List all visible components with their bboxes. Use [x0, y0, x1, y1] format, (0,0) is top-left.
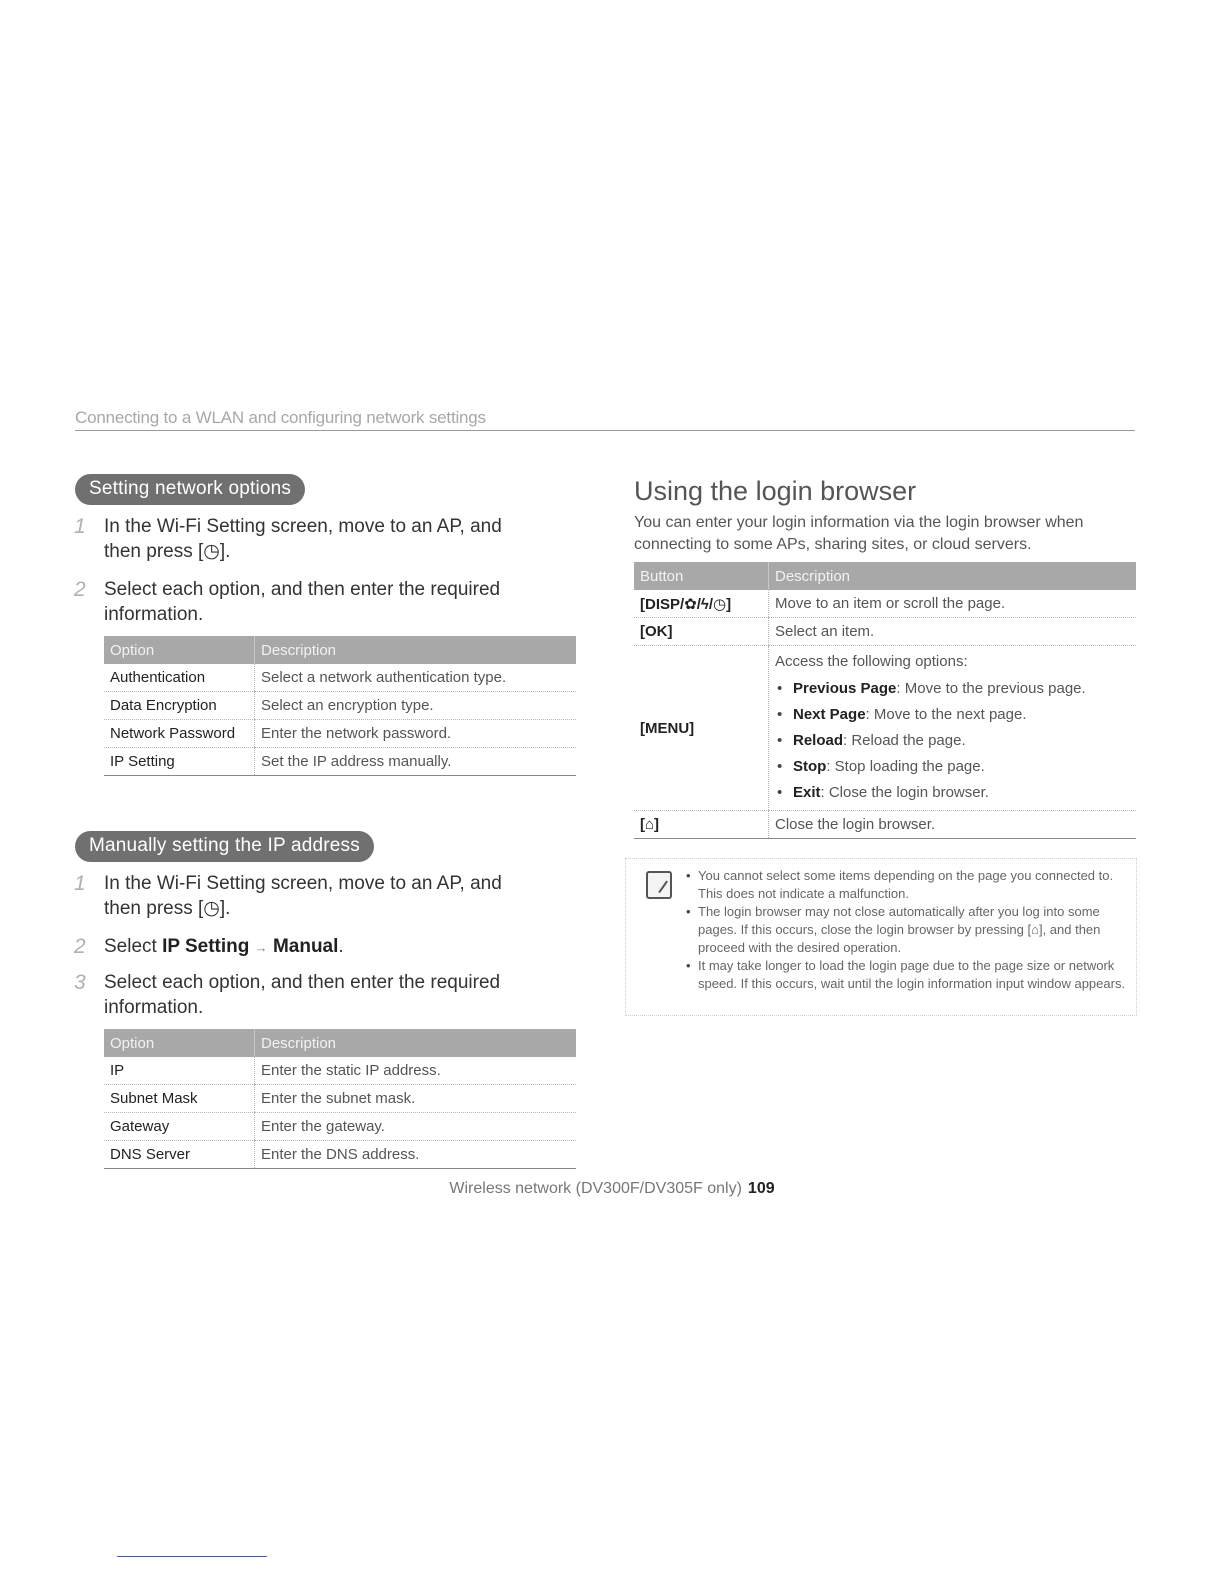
- table-row: [104, 692, 576, 720]
- footer-text: Wireless network (DV300F/DV305F only): [449, 1180, 742, 1197]
- table-row: [104, 664, 576, 692]
- note-item: • It may take longer to load the login page due to the page size or network speed. If this occurs, wait until the login information input window appears.: [686, 957, 1126, 993]
- note-item: • The login browser may not close automatically after you log into some pages. If this occurs, close the login browser by pressing [⌂], and then proceed with the desired operation.: [686, 903, 1126, 957]
- arrow-icon: →: [254, 940, 268, 955]
- option-cell: Gateway: [104, 1113, 255, 1141]
- note-box: [625, 858, 1137, 1016]
- description-cell: Close the login browser.: [769, 811, 1137, 839]
- ip-setting-label: IP Setting: [162, 936, 250, 957]
- note-pencil-icon: [646, 871, 672, 899]
- option-cell: Authentication: [104, 664, 255, 692]
- option-name: Reload: [793, 732, 844, 749]
- table-header-description: Description: [255, 636, 577, 664]
- bottom-divider: [117, 1556, 267, 1557]
- description-cell: Enter the gateway.: [255, 1113, 577, 1141]
- table-header-option: Option: [104, 636, 255, 664]
- option-text: : Close the login browser.: [820, 784, 989, 801]
- step-text-end: ].: [219, 541, 231, 562]
- step-text: In the Wi-Fi Setting screen, move to an AP, and then press [: [104, 873, 502, 919]
- menu-options-list: [775, 676, 1130, 806]
- step-text: Select: [104, 936, 163, 957]
- option-name: Next Page: [793, 706, 866, 723]
- ip-address-table: [104, 1029, 576, 1169]
- login-browser-table: [634, 562, 1136, 839]
- step-text: Select each option, and then enter the required information.: [104, 972, 501, 1018]
- description-cell: Select an item.: [769, 618, 1137, 646]
- option-cell: DNS Server: [104, 1141, 255, 1169]
- step-number: 1: [74, 872, 86, 895]
- option-name: Exit: [793, 784, 821, 801]
- option-text: : Move to the previous page.: [896, 680, 1086, 697]
- table-header-description: Description: [255, 1029, 577, 1057]
- login-browser-intro: You can enter your login information via the login browser when connecting to some APs, sharing sites, or cloud servers.: [634, 514, 1084, 553]
- timer-icon: ◷: [203, 898, 220, 919]
- note-list: [626, 859, 1136, 993]
- list-item: [775, 676, 1130, 702]
- step-3: [74, 970, 524, 1020]
- step-2: [74, 577, 524, 627]
- step-text: Select each option, and then enter the required information.: [104, 579, 501, 625]
- section-header: Connecting to a WLAN and configuring network settings: [75, 408, 1135, 431]
- table-header-button: Button: [634, 562, 769, 590]
- manual-ip-pill: Manually setting the IP address: [75, 831, 374, 862]
- description-cell: Move to an item or scroll the page.: [769, 590, 1137, 618]
- table-row: [104, 748, 576, 776]
- description-cell: Set the IP address manually.: [255, 748, 577, 776]
- description-cell: Enter the network password.: [255, 720, 577, 748]
- home-button-cell: [⌂]: [634, 811, 769, 839]
- step-2: [74, 934, 524, 960]
- step-1: [74, 871, 524, 921]
- table-row: [104, 1113, 576, 1141]
- page-number: 109: [747, 1180, 775, 1197]
- table-row: [104, 720, 576, 748]
- login-browser-title: Using the login browser: [634, 476, 917, 506]
- manual-label: Manual: [272, 936, 339, 957]
- table-header-option: Option: [104, 1029, 255, 1057]
- option-name: Previous Page: [793, 680, 897, 697]
- table-header-description: Description: [769, 562, 1137, 590]
- step-number: 3: [74, 971, 86, 994]
- option-text: : Move to the next page.: [865, 706, 1027, 723]
- table-row: [104, 1141, 576, 1169]
- menu-description: Access the following options:: [775, 653, 968, 670]
- step-number: 1: [74, 515, 86, 538]
- description-cell: Enter the static IP address.: [255, 1057, 577, 1085]
- ok-button-cell: [OK]: [634, 618, 769, 646]
- option-cell: IP: [104, 1057, 255, 1085]
- table-row: [634, 646, 1136, 811]
- description-cell: Select a network authentication type.: [255, 664, 577, 692]
- page-footer: [0, 1180, 1224, 1198]
- description-cell: Enter the DNS address.: [255, 1141, 577, 1169]
- table-row: [634, 811, 1136, 839]
- description-cell: Enter the subnet mask.: [255, 1085, 577, 1113]
- option-name: Stop: [793, 758, 827, 775]
- step-text-end: ].: [219, 898, 231, 919]
- network-options-table: [104, 636, 576, 776]
- menu-button-cell: [MENU]: [634, 646, 769, 811]
- table-row: [634, 618, 1136, 646]
- list-item: [775, 754, 1130, 780]
- timer-icon: ◷: [203, 541, 220, 562]
- option-text: : Stop loading the page.: [826, 758, 985, 775]
- option-text: : Reload the page.: [843, 732, 966, 749]
- table-row: [104, 1085, 576, 1113]
- table-row: [104, 1057, 576, 1085]
- step-1: [74, 514, 524, 564]
- list-item: [775, 780, 1130, 806]
- option-cell: IP Setting: [104, 748, 255, 776]
- description-cell: [769, 646, 1137, 811]
- disp-button-cell: [DISP/✿/ϟ/◷]: [634, 590, 769, 618]
- note-item: • You cannot select some items depending on the page you connected to. This does not indicate a malfunction.: [686, 867, 1126, 903]
- list-item: [775, 702, 1130, 728]
- step-number: 2: [74, 578, 86, 601]
- list-item: [775, 728, 1130, 754]
- option-cell: Subnet Mask: [104, 1085, 255, 1113]
- option-cell: Network Password: [104, 720, 255, 748]
- table-row: [634, 590, 1136, 618]
- step-text-end: .: [338, 936, 344, 957]
- description-cell: Select an encryption type.: [255, 692, 577, 720]
- step-number: 2: [74, 935, 86, 958]
- setting-network-options-pill: Setting network options: [75, 474, 305, 505]
- option-cell: Data Encryption: [104, 692, 255, 720]
- step-text: In the Wi-Fi Setting screen, move to an AP, and then press [: [104, 516, 502, 562]
